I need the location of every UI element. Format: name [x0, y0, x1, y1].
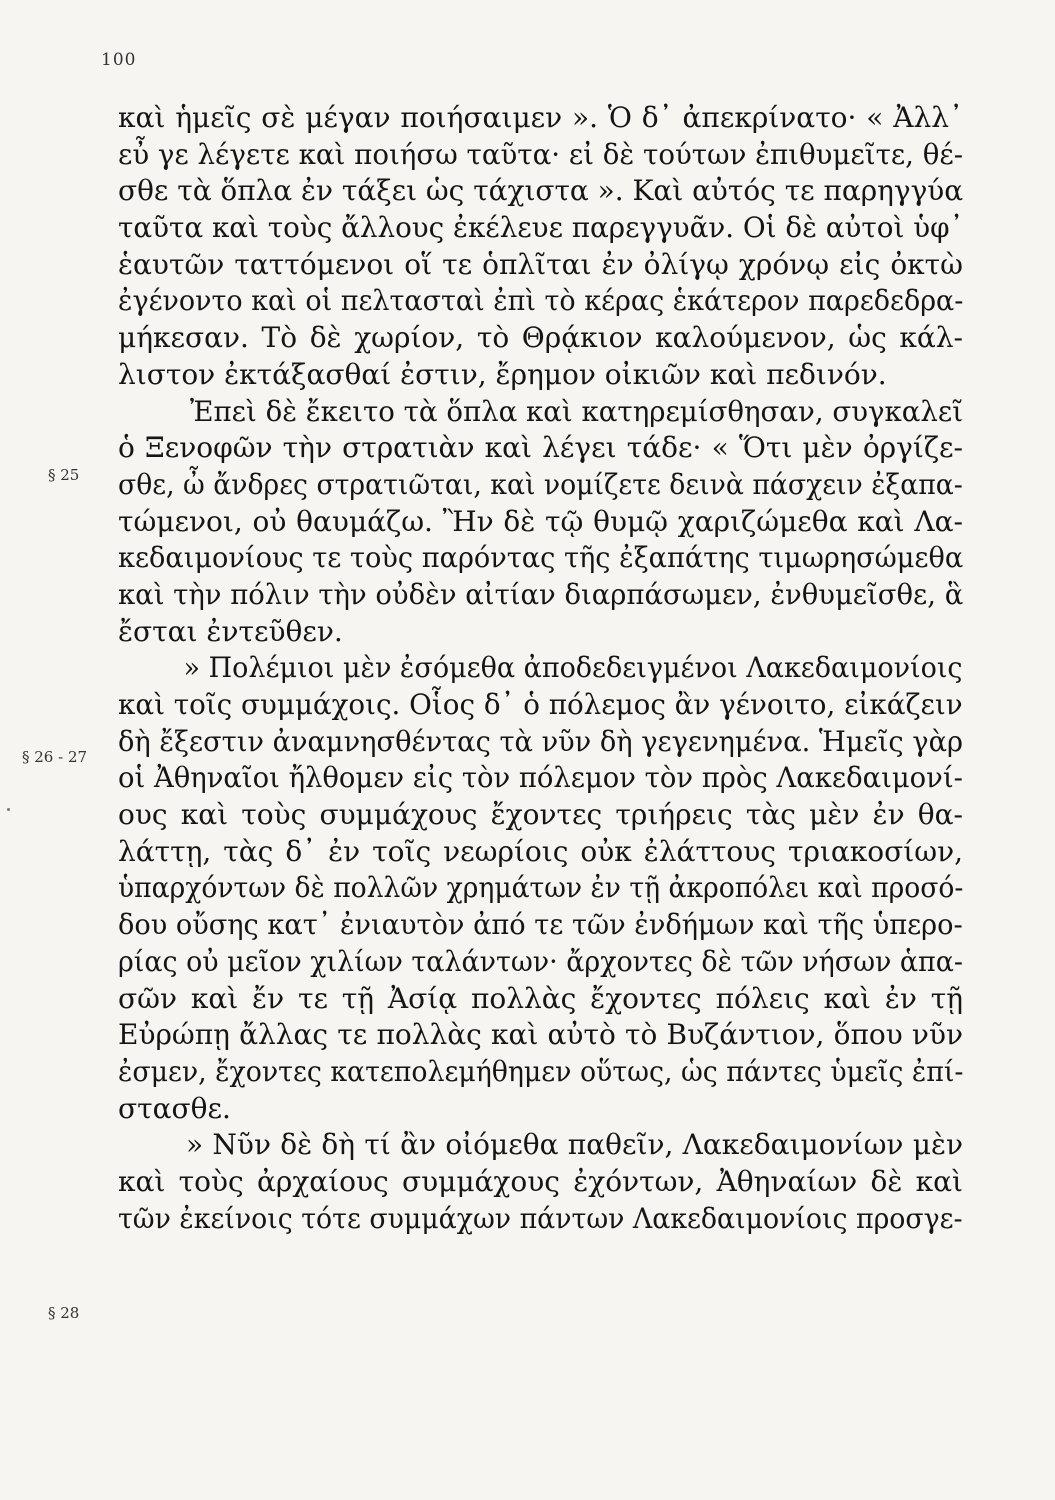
page-number: 100	[101, 50, 137, 70]
text-line: ἐγένοντο καὶ οἱ πελτασταὶ ἐπὶ τὸ κέρας ἑκάτερον παρεδεδρα-	[118, 284, 964, 318]
text-line: ἑαυτῶν ταττόμενοι οἵ τε ὁπλῖται ἐν ὀλίγῳ χρόνῳ εἰς ὀκτὼ	[118, 247, 963, 281]
text-line: εὖ γε λέγετε καὶ ποιήσω ταῦτα· εἰ δὲ τούτων ἐπιθυμεῖτε, θέ-	[118, 137, 964, 171]
text-line: ους καὶ τοὺς συμμάχους ἔχοντες τριήρεις τὰς μὲν ἐν θα-	[118, 798, 963, 832]
text-line: σθε, ὦ ἄνδρες στρατιῶται, καὶ νομίζετε δεινὰ πάσχειν ἐξαπα-	[118, 467, 963, 501]
text-line: δὴ ἔξεστιν ἀναμνησθέντας τὰ νῦν δὴ γεγενημένα. Ἡμεῖς γὰρ	[118, 724, 963, 758]
paragraph-start-line: Ἐπεὶ δὲ ἔκειτο τὰ ὅπλα καὶ κατηρεμίσθησαν, συγκαλεῖ	[189, 394, 964, 428]
text-line: δου οὔσης κατ᾽ ἐνιαυτὸν ἀπό τε τῶν ἐνδήμων καὶ τῆς ὑπερο-	[118, 908, 963, 942]
text-line: ρίας οὐ μεῖον χιλίων ταλάντων· ἄρχοντες δὲ τῶν νήσων ἁπα-	[118, 944, 963, 978]
section-marker-25: § 25	[48, 466, 80, 484]
text-line: καὶ ἡμεῖς σὲ μέγαν ποιήσαιμεν ». Ὁ δ᾽ ἀπεκρίνατο· « Ἀλλ᾽	[118, 101, 963, 134]
text-line: καὶ τὴν πόλιν τὴν οὐδὲν αἰτίαν διαρπάσωμεν, ἐνθυμεῖσθε, ἃ	[118, 577, 964, 611]
text-line: κεδαιμονίους τε τοὺς παρόντας τῆς ἐξαπάτης τιμωρησώμεθα	[118, 541, 964, 575]
text-line: λιστον ἐκτάξασθαί ἐστιν, ἔρημον οἰκιῶν καὶ πεδινόν.	[118, 357, 887, 391]
text-line: σθε τὰ ὅπλα ἐν τάξει ὡς τάχιστα ». Καὶ αὐτός τε παρηγγύα	[118, 174, 964, 208]
text-line: ταῦτα καὶ τοὺς ἄλλους ἐκέλευε παρεγγυᾶν. Οἱ δὲ αὐτοὶ ὑφ᾽	[118, 211, 964, 245]
section-marker-26-27: § 26 - 27	[22, 748, 88, 766]
paragraph-start-line: » Νῦν δὲ δὴ τί ἂν οἰόμεθα παθεῖν, Λακεδαιμονίων μὲν	[186, 1128, 963, 1162]
text-line: ἐσμεν, ἔχοντες κατεπολεμήθημεν οὕτως, ὡς πάντες ὑμεῖς ἐπί-	[118, 1054, 964, 1088]
text-line: ὁ Ξενοφῶν τὴν στρατιὰν καὶ λέγει τάδε· « Ὅτι μὲν ὀργίζε-	[118, 431, 963, 465]
text-line: Εὐρώπῃ ἄλλας τε πολλὰς καὶ αὐτὸ τὸ Βυζάντιον, ὅπου νῦν	[118, 1018, 963, 1052]
text-line: οἱ Ἀθηναῖοι ἤλθομεν εἰς τὸν πόλεμον τὸν πρὸς Λακεδαιμονί-	[118, 761, 963, 795]
text-line: καὶ τοῖς συμμάχοις. Οἷος δ᾽ ὁ πόλεμος ἂν γένοιτο, εἰκάζειν	[118, 688, 963, 721]
text-line: ἔσται ἐντεῦθεν.	[118, 614, 343, 648]
text-line: τώμενοι, οὐ θαυμάζω. Ἢν δὲ τῷ θυμῷ χαριζώμεθα καὶ Λα-	[118, 504, 963, 538]
text-line: σῶν καὶ ἔν τε τῇ Ἀσίᾳ πολλὰς ἔχοντες πόλεις καὶ ἐν τῇ	[118, 981, 963, 1015]
text-line: ὑπαρχόντων δὲ πολλῶν χρημάτων ἐν τῇ ἀκροπόλει καὶ προσό-	[118, 871, 964, 905]
text-line: καὶ τοὺς ἀρχαίους συμμάχους ἐχόντων, Ἀθηναίων δὲ καὶ	[118, 1164, 963, 1198]
text-line: μήκεσαν. Τὸ δὲ χωρίον, τὸ Θρᾴκιον καλούμενον, ὡς κάλ-	[118, 321, 963, 355]
text-line: στασθε.	[118, 1091, 231, 1125]
text-line: λάττῃ, τὰς δ᾽ ἐν τοῖς νεωρίοις οὐκ ἐλάττους τριακοσίων,	[118, 834, 963, 868]
text-line: τῶν ἐκείνοις τότε συμμάχων πάντων Λακεδαιμονίοις προσγε-	[118, 1201, 963, 1235]
body-text	[118, 100, 963, 1237]
margin-mark	[7, 808, 10, 811]
section-marker-28: § 28	[48, 1304, 80, 1322]
paragraph-start-line: » Πολέμιοι μὲν ἐσόμεθα ἀποδεδειγμένοι Λακεδαιμονίοις	[183, 651, 963, 685]
